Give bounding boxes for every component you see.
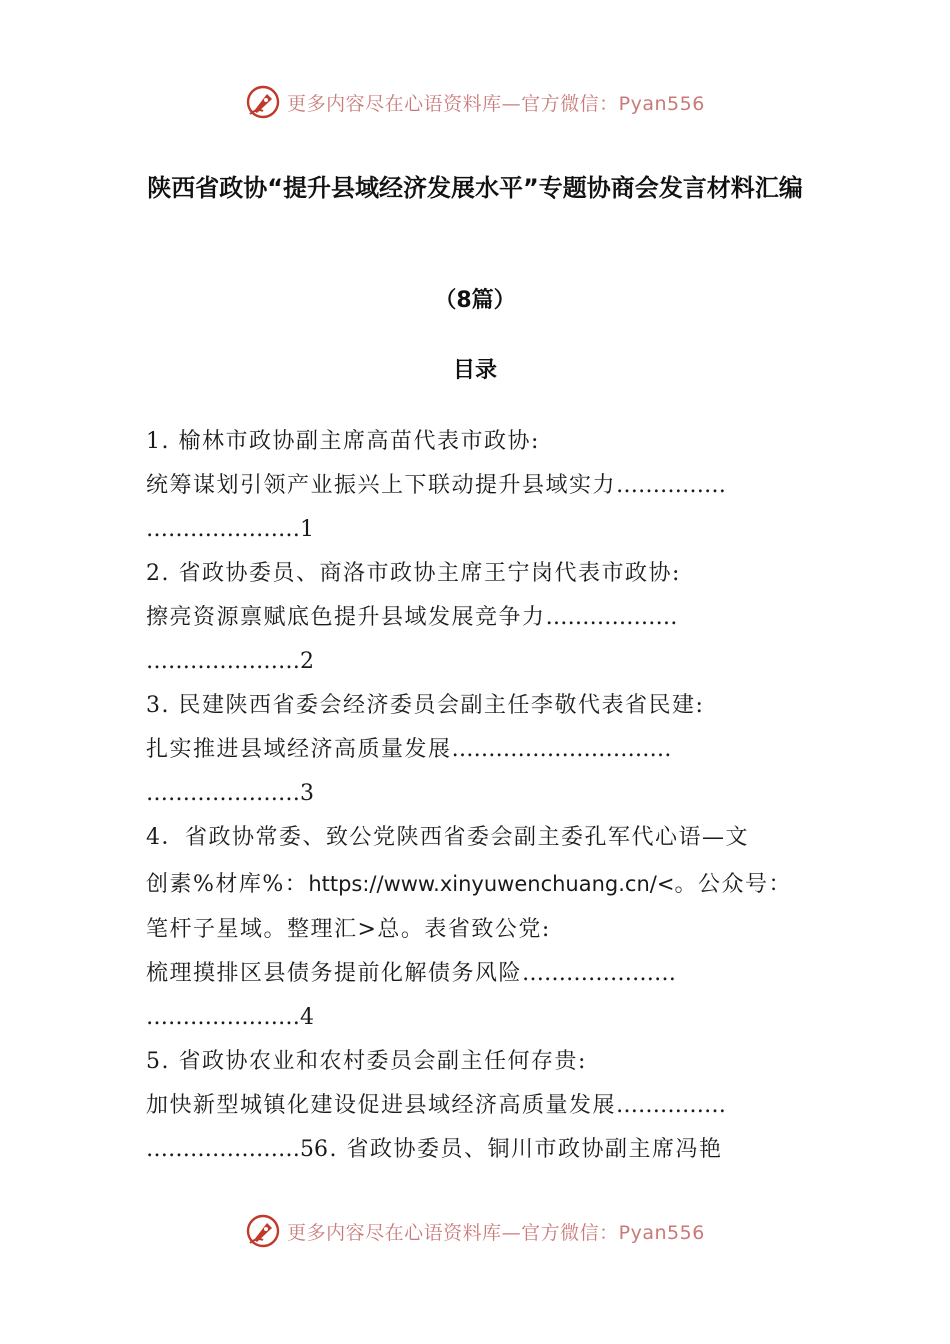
toc-entry-4-title: 梳理摸排区县债务提前化解债务风险…………………: [146, 961, 677, 986]
toc-entry-1-page: 1: [300, 517, 314, 542]
toc-entry-1-title: 统筹谋划引领产业振兴上下联动提升县域实力……………: [146, 473, 727, 498]
pen-nib-icon: [245, 84, 281, 120]
toc-entry-2-heading: 2. 省政协委员、商洛市政协主席王宁岗代表市政协:: [146, 561, 681, 586]
toc-entry-1-heading: 1. 榆林市政协副主席高苗代表市政协:: [146, 429, 540, 454]
watermark-footer: [0, 1211, 950, 1251]
watermark-header: [0, 82, 950, 122]
document-count: （8篇）: [434, 288, 516, 313]
document-title: 陕西省政协“提升县域经济发展水平”专题协商会发言材料汇编: [147, 174, 803, 202]
toc-entry-2-page-line: …………………2: [146, 649, 314, 674]
toc-entry-6-heading-start: 6. 省政协委员、铜川市政协副主席冯艳: [314, 1137, 723, 1162]
toc-entry-4-heading-line2: 创素%材库%：https://www.xinyuwenchuang.cn/<。公众号：: [146, 872, 792, 897]
toc-entry-1-page-line: …………………1: [146, 517, 314, 542]
toc-entry-3-heading: 3. 民建陕西省委会经济委员会副主任李敬代表省民建:: [146, 693, 705, 718]
toc-entry-5-page-line: …………………56. 省政协委员、铜川市政协副主席冯艳: [146, 1137, 723, 1162]
toc-entry-2-title: 擦亮资源禀赋底色提升县域发展竞争力………………: [146, 605, 678, 630]
toc-entry-2-page: 2: [300, 649, 314, 674]
watermark-url: https://www.xinyuwenchuang.cn/<: [308, 872, 675, 896]
toc-heading: 目录: [452, 358, 497, 383]
table-of-contents: [146, 420, 806, 1172]
toc-entry-3-title: 扎实推进县域经济高质量发展…………………………: [146, 737, 672, 762]
watermark-text: 更多内容尽在心语资料库—官方微信：Pyan556: [287, 92, 705, 115]
toc-entry-4-page-line: …………………4: [146, 1005, 314, 1030]
toc-entry-5-title: 加快新型城镇化建设促进县域经济高质量发展……………: [146, 1093, 727, 1118]
toc-entry-4-heading: 4．省政协常委、致公党陕西省委会副主委孔军代心语—文: [146, 825, 749, 850]
toc-entry-5-page: 5: [300, 1137, 314, 1162]
watermark-text: 更多内容尽在心语资料库—官方微信：Pyan556: [287, 1221, 705, 1244]
toc-entry-4-heading-line3: 笔杆子星域。整理汇>总。表省致公党:: [146, 917, 551, 942]
pen-nib-icon: [245, 1213, 281, 1249]
toc-entry-3-page-line: …………………3: [146, 781, 314, 806]
toc-entry-3-page: 3: [300, 781, 314, 806]
toc-entry-4-page: 4: [300, 1005, 314, 1030]
toc-entry-5-heading: 5. 省政协农业和农村委员会副主任何存贵:: [146, 1049, 587, 1074]
